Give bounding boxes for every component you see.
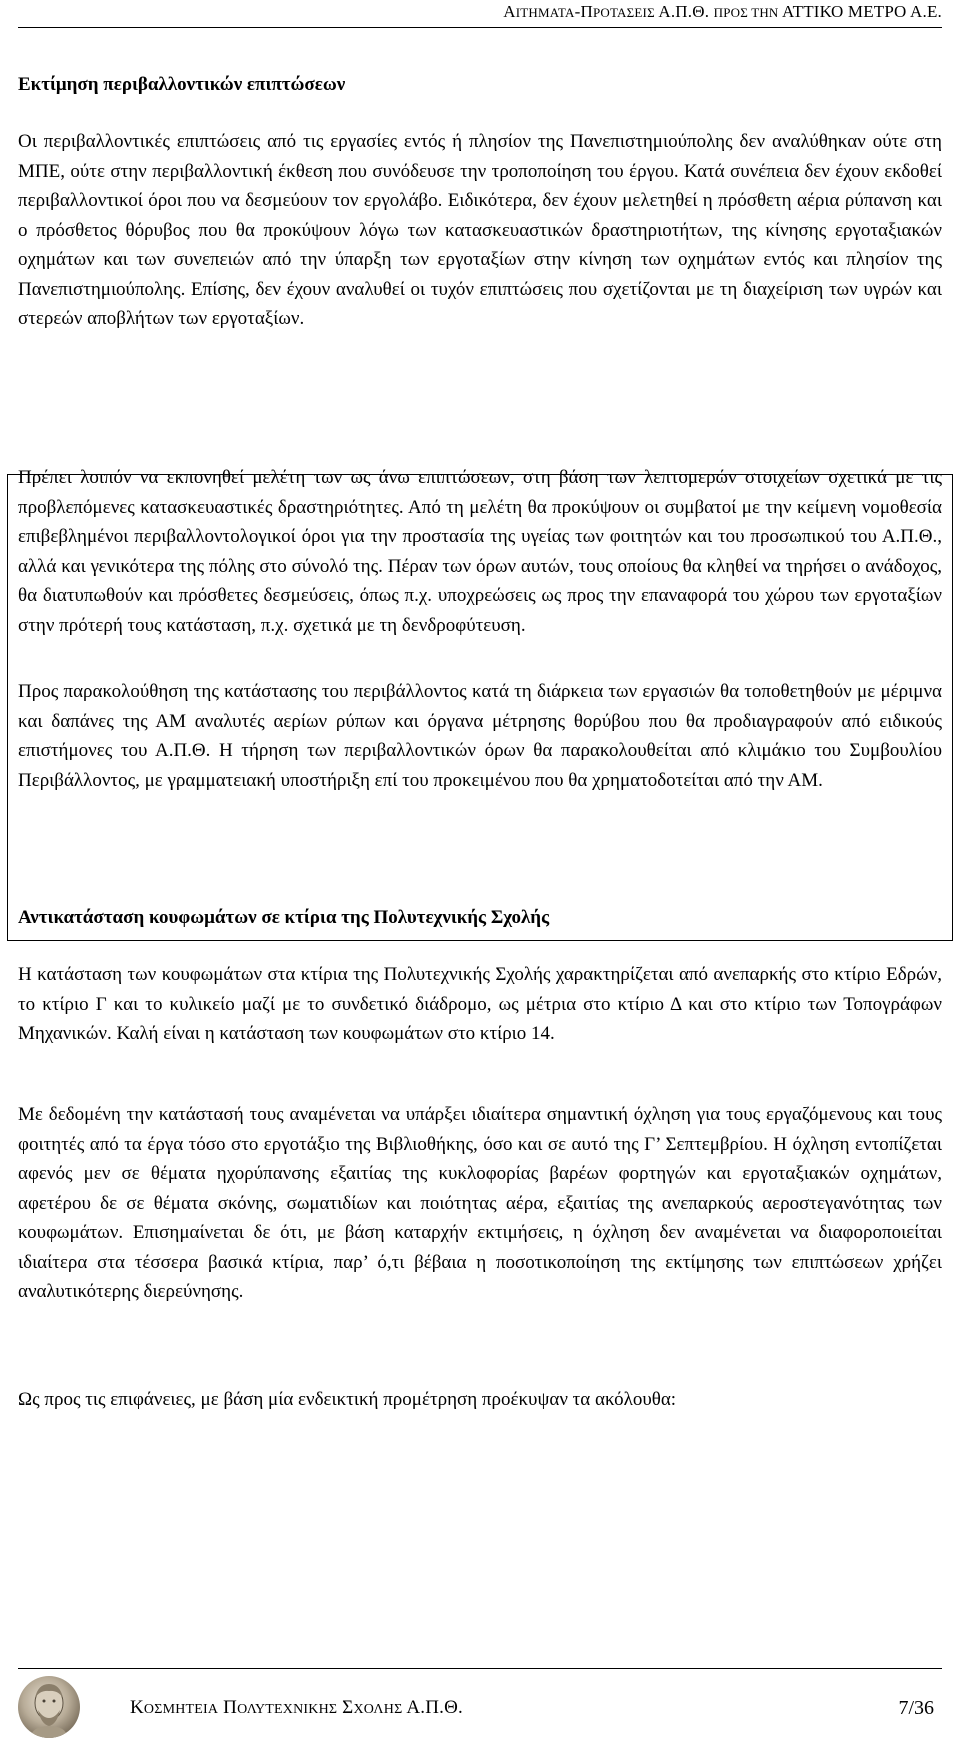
paragraph-environmental-impacts: Οι περιβαλλοντικές επιπτώσεις από τις εργασίες εντός ή πλησίον της Πανεπιστημιούπολης δεν αναλύθηκαν ούτε στη ΜΠΕ, ούτε στην περιβαλλοντική έκθεση που συνόδευσε την τροποποίηση του έργου. Κατά συνέπεια δεν έχουν εκδοθεί περιβαλλοντικοί όροι που να δεσμεύουν τον εργολάβο. Ειδικότερα, δεν έχουν μελετηθεί η πρόσθετη αέρια ρύπανση και ο πρόσθετος θόρυβος που θα προκύψουν λόγω των κατασκευαστικών δραστηριοτήτων, της κίνησης εργοταξιακών οχημάτων και των συνεπειών από την ύπαρξη των εργοταξίων στην κίνηση των οχημάτων εντός και πλησίον της Πανεπιστημιούπολης. Επίσης, δεν έχουν αναλυθεί οι τυχόν επιπτώσεις που σχετίζονται με τη διαχείριση των υγρών και στερεών αποβλήτων των εργοταξίων. — [18, 131, 942, 329]
header-title-cap: Α — [503, 2, 516, 21]
aristotle-bust-icon — [18, 1676, 80, 1738]
footer-small3: ΧΟΛΗΣ — [353, 1702, 403, 1717]
paragraph-surfaces: Ως προς τις επιφάνειες, με βάση μία ενδεικτική προμέτρηση προέκυψαν τα ακόλουθα: — [18, 1389, 677, 1410]
header-title-end: ΑΤΤΙΚΟ ΜΕΤΡΟ Α.Ε. — [778, 2, 942, 21]
footer-title — [130, 1696, 463, 1722]
section-heading-window-replacement: Αντικατάσταση κουφωμάτων σε κτίρια της Πολυτεχνικής Σχολής — [18, 907, 550, 928]
footer-abbr: Α.Π.Θ. — [402, 1697, 463, 1718]
header-title-abbr: Α.Π.Θ. — [654, 2, 714, 21]
header-title-mid: -Π — [574, 2, 593, 21]
page-header — [18, 0, 942, 24]
header-title-small3: ΠΡΟΣ ΤΗΝ — [713, 5, 779, 20]
footer-small2: ΟΛΥΤΕΧΝΙΚΗΣ — [237, 1702, 338, 1717]
page-footer — [18, 1668, 942, 1738]
footer-cap1: Κ — [130, 1697, 144, 1718]
paragraph-disturbance: Με δεδομένη την κατάστασή τους αναμένεται να υπάρξει ιδιαίτερα σημαντική όχληση για τους εργαζόμενους και τους φοιτητές από τα έργα τόσο στο εργοτάξιο της Βιβλιοθήκης, όσο και σε αυτό της Γ’ Σεπτεμβρίου. Η όχληση εντοπίζεται αφενός μεν σε θέματα ηχορύπανσης εξαιτίας της κυκλοφορίας βαρέων φορτηγών και εργοταξιακών οχημάτων, αφετέρου δε σε θέματα σκόνης, σωματιδίων και ποιότητας αέρα, εξαιτίας της ανεπαρκούς αεροστεγανότητας των κουφωμάτων. Επισημαίνεται δε ότι, με βάση καταρχήν εκτιμήσεις, η όχληση δεν αναμένεται να διαφοροποιείται ιδιαίτερα στα τέσσερα βασικά κτίρια, παρ’ ό,τι βέβαια η ποσοτικοποίηση της εκτίμησης των επιπτώσεων χρήζει αναλυτικότερης διερεύνησης. — [18, 1104, 942, 1302]
footer-cap2: Π — [218, 1697, 238, 1718]
footer-cap3: Σ — [337, 1697, 354, 1718]
header-divider — [18, 27, 942, 28]
header-title-small2: ΡΟΤΑΣΕΙΣ — [592, 5, 655, 20]
paragraph-environmental-monitoring: Προς παρακολούθηση της κατάστασης του περιβάλλοντος κατά τη διάρκεια των εργασιών θα τοποθετηθούν με μέριμνα και δαπάνες της ΑΜ αναλυτές αερίων ρύπων και όργανα μέτρησης θορύβου που θα προδιαγραφούν από ειδικούς επιστήμονες του Α.Π.Θ. Η τήρηση των περιβαλλοντικών όρων θα παρακολουθείται από κλιμάκιο του Συμβουλίου Περιβάλλοντος, με γραμματειακή υποστήριξη επί του προκειμένου που θα χρηματοδοτείται από την ΑΜ. — [18, 681, 942, 791]
paragraph-study-requirement: Πρέπει λοιπόν να εκπονηθεί μελέτη των ως άνω επιπτώσεων, στη βάση των λεπτομερών στοιχείων σχετικά με τις προβλεπόμενες κατασκευαστικές δραστηριότητες. Από τη μελέτη θα προκύψουν οι συμβατοί με την κείμενη νομοθεσία επιβεβλημένοι περιβαλλοντολογικοί όροι για την προστασία της υγείας των φοιτητών και του προσωπικού του Α.Π.Θ., αλλά και γενικότερα της πόλης στο σύνολό της. Πέραν των όρων αυτών, τους οποίους θα κληθεί να τηρήσει ο ανάδοχος, θα διατυπωθούν και πρόσθετες δεσμεύσεις, όπως π.χ. υποχρεώσεις ως προς την επαναφορά του χώρου των εργοταξίων στην πρότερή τους κατάσταση, π.χ. σχετικά με τη δενδροφύτευση. — [18, 467, 942, 636]
page-number: 7/36 — [898, 1697, 934, 1719]
footer-small1: ΟΣΜΗΤΕΙΑ — [143, 1702, 219, 1717]
header-title-small: ΙΤΗΜΑΤΑ — [515, 5, 575, 20]
section-heading-environmental-impacts: Εκτίμηση περιβαλλοντικών επιπτώσεων — [18, 74, 346, 95]
boxed-recommendations — [7, 467, 953, 941]
footer-divider — [18, 1668, 942, 1669]
paragraph-window-condition: Η κατάσταση των κουφωμάτων στα κτίρια της Πολυτεχνικής Σχολής χαρακτηρίζεται από ανεπαρκής στο κτίριο Εδρών, το κτίριο Γ και το κυλικείο μαζί με το συνδετικό διάδρομο, ως μέτρια στο κτίριο Δ και στο κτίριο των Τοπογράφων Μηχανικών. Καλή είναι η κατάσταση των κουφωμάτων στο κτίριο 14. — [18, 964, 942, 1044]
